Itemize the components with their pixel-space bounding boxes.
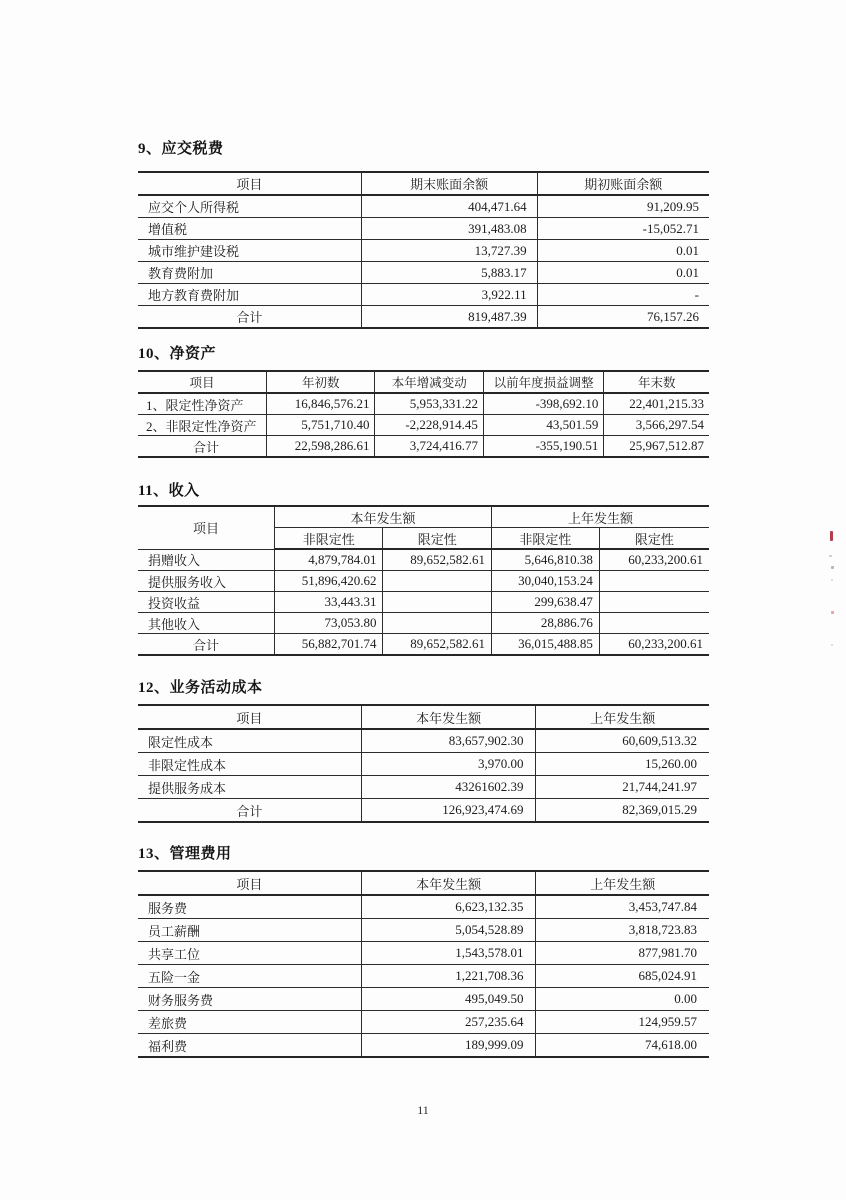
row-value: 91,209.95 (537, 195, 709, 218)
table-row (138, 218, 709, 240)
column-header: 限定性 (383, 528, 491, 550)
column-header: 项目 (138, 172, 361, 195)
row-value: 3,818,723.83 (536, 919, 709, 942)
row-label: 财务服务费 (138, 988, 361, 1011)
scan-speck (831, 579, 833, 581)
row-value: 13,727.39 (361, 240, 537, 262)
row-value: 51,896,420.62 (274, 571, 382, 592)
row-label: 2、非限定性净资产 (138, 415, 266, 436)
row-value: 3,566,297.54 (604, 415, 709, 436)
taxes-payable-table (138, 171, 709, 329)
row-label: 合计 (138, 306, 361, 329)
header-row (138, 371, 709, 393)
row-value: 4,879,784.01 (274, 549, 382, 571)
table-row (138, 613, 709, 634)
net-assets-table (138, 370, 709, 458)
column-header: 年末数 (604, 371, 709, 393)
header-row (138, 506, 709, 528)
row-value: 877,981.70 (536, 942, 709, 965)
table-row (138, 1034, 709, 1058)
row-value: 3,922.11 (361, 284, 537, 306)
row-value: 21,744,241.97 (536, 776, 709, 799)
row-value: 299,638.47 (491, 592, 599, 613)
row-value: 5,054,528.89 (361, 919, 536, 942)
header-row (138, 172, 709, 195)
row-label: 差旅费 (138, 1011, 361, 1034)
row-value: 89,652,582.61 (383, 634, 491, 656)
column-header: 项目 (138, 371, 266, 393)
table-row (138, 195, 709, 218)
row-value: 685,024.91 (536, 965, 709, 988)
scan-speck (831, 566, 834, 569)
admin-expenses-table (138, 870, 709, 1058)
row-value: 5,751,710.40 (266, 415, 374, 436)
row-value (599, 571, 709, 592)
table-row (138, 895, 709, 919)
scan-speck (829, 555, 832, 557)
table-row (138, 284, 709, 306)
red-pen-mark (830, 531, 833, 541)
row-value: 15,260.00 (536, 753, 709, 776)
column-header: 上年发生额 (536, 871, 709, 895)
column-header: 本年发生额 (361, 705, 536, 729)
row-value: 60,233,200.61 (599, 549, 709, 571)
row-value: 5,953,331.22 (375, 393, 483, 415)
column-header: 以前年度损益调整 (483, 371, 603, 393)
row-value: 36,015,488.85 (491, 634, 599, 656)
row-label: 提供服务成本 (138, 776, 361, 799)
row-value: 43261602.39 (361, 776, 536, 799)
row-value: 0.01 (537, 262, 709, 284)
row-label: 1、限定性净资产 (138, 393, 266, 415)
row-value: 1,221,708.36 (361, 965, 536, 988)
row-value (383, 571, 491, 592)
table-row (138, 965, 709, 988)
row-value: 60,609,513.32 (536, 729, 709, 753)
column-header: 上年发生额 (491, 506, 709, 528)
row-value: 16,846,576.21 (266, 393, 374, 415)
page-number: 11 (417, 1103, 429, 1117)
row-value: 3,453,747.84 (536, 895, 709, 919)
column-header: 年初数 (266, 371, 374, 393)
row-value: -2,228,914.45 (375, 415, 483, 436)
section-title: 11、收入 (138, 483, 200, 499)
activity-costs-table (138, 704, 709, 823)
column-header: 限定性 (599, 528, 709, 550)
table-row (138, 592, 709, 613)
table-row (138, 776, 709, 799)
table-row (138, 393, 709, 415)
table-row (138, 919, 709, 942)
table-row (138, 942, 709, 965)
row-value: 1,543,578.01 (361, 942, 536, 965)
row-value: - (537, 284, 709, 306)
table-row (138, 988, 709, 1011)
total-row (138, 306, 709, 329)
table-row (138, 415, 709, 436)
row-value (599, 613, 709, 634)
section-admin-expenses (138, 845, 709, 1058)
row-value: 25,967,512.87 (604, 436, 709, 458)
section-title: 10、净资产 (138, 346, 217, 362)
section-income (138, 482, 709, 656)
row-value: 76,157.26 (537, 306, 709, 329)
row-value: 22,401,215.33 (604, 393, 709, 415)
table-row (138, 240, 709, 262)
section-taxes-payable (138, 140, 709, 329)
row-value: 82,369,015.29 (536, 799, 709, 823)
row-value: 124,959.57 (536, 1011, 709, 1034)
column-header: 项目 (138, 506, 274, 549)
column-header: 期末账面余额 (361, 172, 537, 195)
row-value: 257,235.64 (361, 1011, 536, 1034)
row-value (383, 613, 491, 634)
row-label: 合计 (138, 634, 274, 656)
row-label: 服务费 (138, 895, 361, 919)
row-value: 189,999.09 (361, 1034, 536, 1058)
row-label: 五险一金 (138, 965, 361, 988)
row-value: 73,053.80 (274, 613, 382, 634)
row-value: 28,886.76 (491, 613, 599, 634)
table-row (138, 549, 709, 571)
total-row (138, 634, 709, 656)
row-value: 5,646,810.38 (491, 549, 599, 571)
row-value: 404,471.64 (361, 195, 537, 218)
scan-speck (831, 611, 834, 614)
column-header: 上年发生额 (536, 705, 709, 729)
row-value: 495,049.50 (361, 988, 536, 1011)
row-label: 福利费 (138, 1034, 361, 1058)
row-value: 83,657,902.30 (361, 729, 536, 753)
row-value: 30,040,153.24 (491, 571, 599, 592)
scan-speck (831, 644, 833, 646)
section-title: 12、业务活动成本 (138, 680, 263, 696)
table-row (138, 571, 709, 592)
row-value: 391,483.08 (361, 218, 537, 240)
column-header: 期初账面余额 (537, 172, 709, 195)
row-value: -398,692.10 (483, 393, 603, 415)
row-value (383, 592, 491, 613)
row-value: 43,501.59 (483, 415, 603, 436)
row-label: 共享工位 (138, 942, 361, 965)
row-value: 56,882,701.74 (274, 634, 382, 656)
row-value: 74,618.00 (536, 1034, 709, 1058)
row-label: 投资收益 (138, 592, 274, 613)
table-row (138, 262, 709, 284)
row-label: 城市维护建设税 (138, 240, 361, 262)
income-table (138, 505, 709, 656)
row-label: 应交个人所得税 (138, 195, 361, 218)
column-header: 本年发生额 (274, 506, 491, 528)
column-header: 非限定性 (491, 528, 599, 550)
row-value: 0.01 (537, 240, 709, 262)
header-row (138, 705, 709, 729)
table-row (138, 1011, 709, 1034)
row-value: -355,190.51 (483, 436, 603, 458)
row-value: 3,724,416.77 (375, 436, 483, 458)
row-value: 6,623,132.35 (361, 895, 536, 919)
table-row (138, 729, 709, 753)
column-header: 非限定性 (274, 528, 382, 550)
row-label: 员工薪酬 (138, 919, 361, 942)
row-label: 提供服务收入 (138, 571, 274, 592)
header-row (138, 871, 709, 895)
row-label: 合计 (138, 436, 266, 458)
row-label: 增值税 (138, 218, 361, 240)
row-label: 合计 (138, 799, 361, 823)
column-header: 本年发生额 (361, 871, 536, 895)
row-label: 其他收入 (138, 613, 274, 634)
column-header: 本年增减变动 (375, 371, 483, 393)
section-net-assets (138, 345, 709, 458)
row-value: 22,598,286.61 (266, 436, 374, 458)
row-value: 33,443.31 (274, 592, 382, 613)
row-label: 限定性成本 (138, 729, 361, 753)
section-title: 13、管理费用 (138, 846, 232, 862)
row-value: 5,883.17 (361, 262, 537, 284)
section-activity-costs (138, 679, 709, 823)
row-value: 89,652,582.61 (383, 549, 491, 571)
column-header: 项目 (138, 705, 361, 729)
row-label: 非限定性成本 (138, 753, 361, 776)
row-label: 地方教育费附加 (138, 284, 361, 306)
row-value: 60,233,200.61 (599, 634, 709, 656)
table-row (138, 753, 709, 776)
column-header: 项目 (138, 871, 361, 895)
row-value: -15,052.71 (537, 218, 709, 240)
section-title: 9、应交税费 (138, 141, 224, 157)
row-value (599, 592, 709, 613)
row-label: 教育费附加 (138, 262, 361, 284)
row-value: 126,923,474.69 (361, 799, 536, 823)
total-row (138, 436, 709, 458)
row-value: 0.00 (536, 988, 709, 1011)
total-row (138, 799, 709, 823)
row-value: 819,487.39 (361, 306, 537, 329)
row-label: 捐赠收入 (138, 549, 274, 571)
row-value: 3,970.00 (361, 753, 536, 776)
